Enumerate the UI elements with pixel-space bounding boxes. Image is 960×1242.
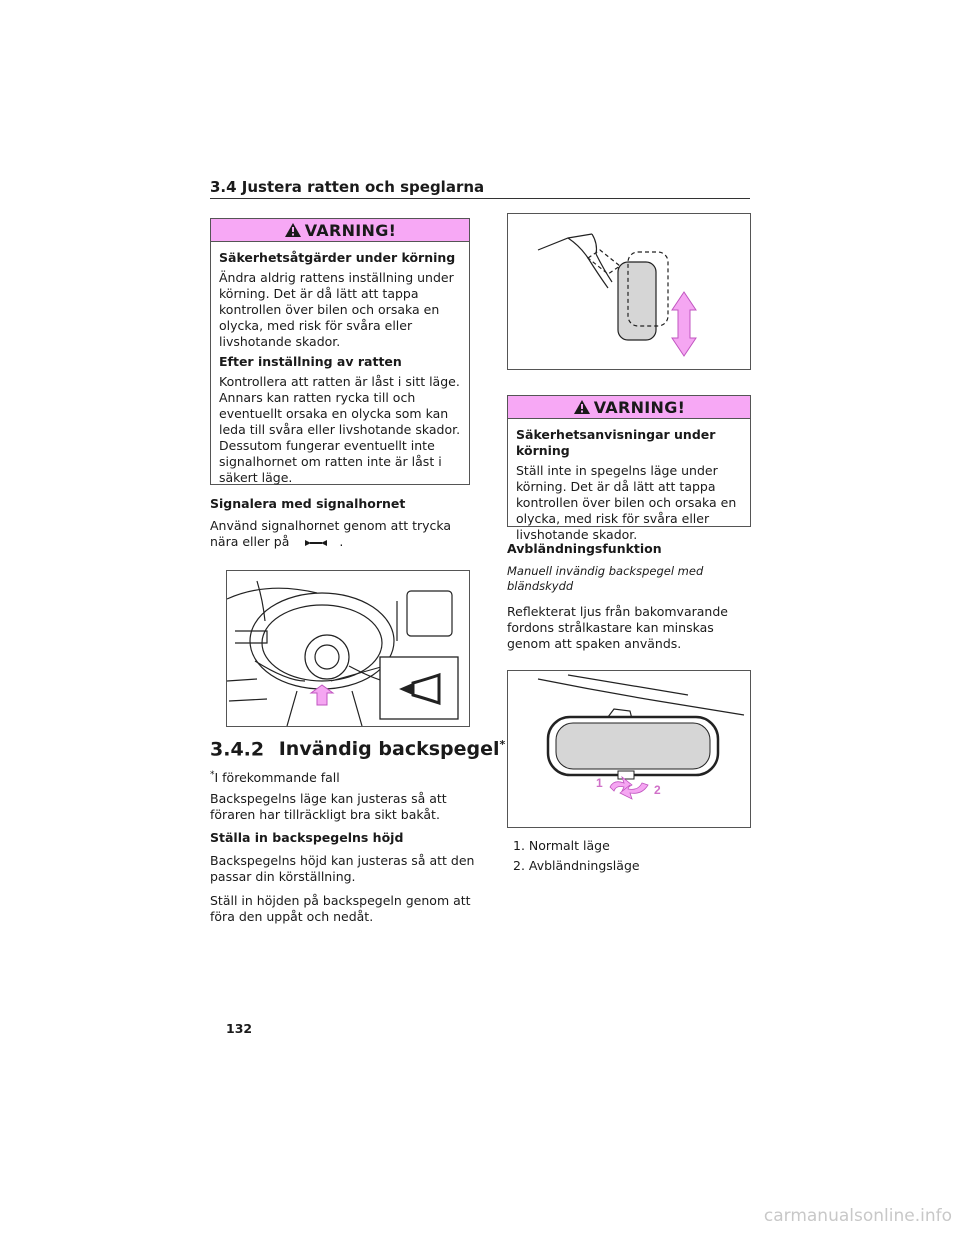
warning-title-right: VARNING! — [593, 397, 686, 417]
mirror-height-heading: Ställa in backspegelns höjd — [210, 830, 404, 845]
antiglare-text: Reflekterat ljus från bakomvarande fordons strålkastare kan minskas genom att spaken används. — [507, 604, 728, 651]
mirror-height-para-2: Ställ in höjden på backspegeln genom att föra den uppåt och nedåt. — [210, 893, 471, 924]
mirror-section-title: Invändig backspegel — [278, 738, 500, 761]
warning-right-heading: Säkerhetsanvisningar under körning — [516, 427, 716, 458]
warning-header-left — [211, 219, 469, 242]
lever-rotation-arrows-icon — [610, 777, 648, 799]
antiglare-subheading: Manuell invändig backspegel med bländskydd — [507, 564, 704, 593]
warning-right-text: Ställ inte in spegelns läge under körning. Det är då lätt att tappa kontrollen över bilen och orsaka en olycka, med risk för svåra eller livshotande skador. — [516, 463, 737, 542]
mirror-height-illustration — [508, 214, 750, 369]
mirror-intro-text: Backspegelns läge kan justeras så att föraren har tillräckligt bra sikt bakåt. — [210, 791, 447, 822]
horn-text-after: . — [339, 534, 344, 549]
list-item: 2. Avbländningsläge — [513, 858, 640, 873]
mirror-section-heading — [210, 738, 505, 760]
horn-text — [210, 518, 470, 550]
heading-asterisk: * — [499, 738, 506, 751]
warning-triangle-icon — [573, 399, 591, 415]
footnote — [210, 767, 470, 786]
mirror-height-figure — [507, 213, 751, 370]
warning-text-1: Ändra aldrig rattens inställning under körning. Det är då lätt att tappa kontrollen över bilen och orsaka en olycka, med risk för svåra eller livshotande skador. — [219, 270, 454, 349]
section-divider — [210, 198, 750, 199]
steering-wheel-illustration — [227, 571, 469, 726]
warning-box-right — [507, 395, 751, 542]
steering-wheel-figure — [226, 570, 470, 727]
warning-heading-1: Säkerhetsåtgärder under körning — [219, 250, 456, 265]
up-down-arrow-icon — [672, 292, 696, 356]
section-title: 3.4 Justera ratten och speglarna — [210, 178, 485, 196]
warning-box-left — [210, 218, 470, 485]
horn-text-before: Använd signalhornet genom att trycka nära eller på — [210, 518, 452, 549]
mirror-height-para-1: Backspegelns höjd kan justeras så att den passar din körställning. — [210, 853, 475, 884]
horn-icon — [303, 537, 329, 549]
horn-heading: Signalera med signalhornet — [210, 496, 406, 511]
antiglare-mirror-illustration — [508, 671, 750, 827]
fig-label-1: 1 — [596, 776, 603, 790]
antiglare-heading: Avbländningsfunktion — [507, 541, 662, 556]
warning-text-2: Kontrollera att ratten är låst i sitt läge. Annars kan ratten rycka till och eventuellt orsaka en olycka som kan leda till svåra eller livshotande skador. Dessutom fungerar eventuellt inte signalhornet om ratten inte är låst i säkert läge. — [219, 374, 461, 485]
watermark: carmanualsonline.info — [763, 1206, 952, 1226]
antiglare-mirror-figure — [507, 670, 751, 828]
press-arrow-icon — [311, 685, 333, 705]
mirror-section-number: 3.4.2 — [210, 738, 265, 761]
warning-title-left: VARNING! — [304, 220, 397, 240]
footnote-asterisk: * — [210, 770, 215, 780]
page-number: 132 — [226, 1021, 253, 1036]
warning-header-right — [508, 396, 750, 419]
warning-heading-2: Efter inställning av ratten — [219, 354, 402, 369]
footnote-text: I förekommande fall — [214, 770, 340, 786]
list-item: 1. Normalt läge — [513, 838, 610, 853]
fig-label-2: 2 — [654, 783, 661, 797]
warning-triangle-icon — [284, 222, 302, 238]
